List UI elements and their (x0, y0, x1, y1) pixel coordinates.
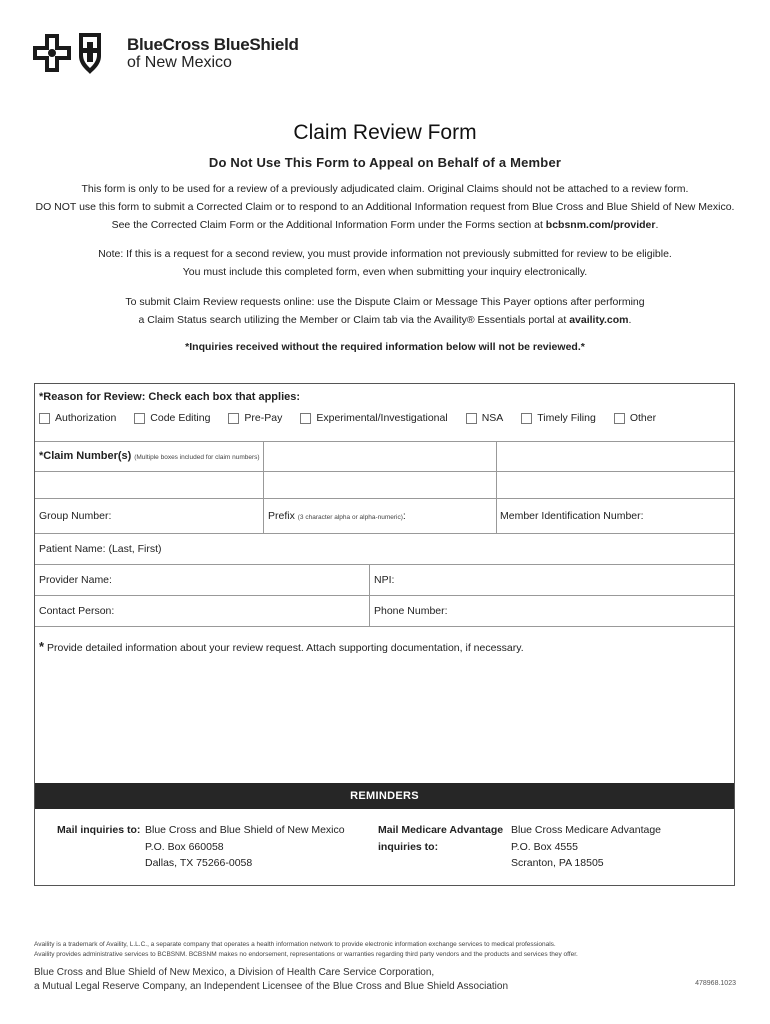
claim-numbers-row-2 (35, 472, 734, 499)
claim-numbers-label-cell (39, 450, 260, 462)
reason-option-code-editing[interactable] (134, 412, 210, 424)
logo-region: of New Mexico (127, 53, 232, 71)
medicare-label-line: inquiries to: (378, 840, 439, 853)
reason-option-nsa[interactable] (466, 412, 504, 424)
mail-address-line: Blue Cross and Blue Shield of New Mexico (145, 824, 345, 836)
provider-name-label: Provider Name: (39, 574, 112, 586)
reason-label: Pre-Pay (244, 412, 283, 424)
reason-options (39, 412, 674, 424)
online-line-2 (0, 311, 770, 329)
claim-number-field-2[interactable] (497, 442, 734, 471)
checkbox[interactable] (39, 413, 50, 424)
checkbox[interactable] (134, 413, 145, 424)
checkbox[interactable] (614, 413, 625, 424)
reason-label: Other (629, 412, 657, 424)
member-id-label: Member Identification Number: (500, 510, 644, 522)
checkbox[interactable] (521, 413, 532, 424)
page-title: Claim Review Form (293, 121, 477, 144)
details-instructions: Provide detailed information about your review request. Attach supporting documentation, if necessary. (46, 642, 524, 654)
reason-label: Timely Filing (537, 412, 596, 424)
medicare-inquiries-label (378, 822, 503, 855)
reason-option-authorization[interactable] (39, 412, 116, 424)
claim-number-field-5[interactable] (497, 472, 734, 498)
claim-review-form (34, 383, 735, 886)
npi-label: NPI: (374, 574, 395, 586)
required-info-warning: *Inquiries received without the required information below will not be reviewed.* (185, 341, 585, 353)
mail-inquiries-label: Mail inquiries to: (57, 824, 141, 836)
note-line-2: You must include this completed form, even when submitting your inquiry electronically. (182, 266, 588, 278)
mail-address (145, 822, 345, 872)
online-line-2-end: . (628, 314, 632, 326)
group-prefix-member-row (35, 499, 734, 534)
reason-label: Code Editing (150, 412, 211, 424)
checkbox[interactable] (228, 413, 239, 424)
prefix-label-cell (268, 510, 406, 522)
claim-number-field-1[interactable] (264, 442, 496, 471)
medicare-address (511, 822, 661, 872)
intro-line-1: This form is only to be used for a review of a previously adjudicated claim. Original Claims should not be attached to a review form. (81, 183, 689, 195)
mail-address-line: Dallas, TX 75266-0058 (145, 857, 253, 869)
medicare-address-line: P.O. Box 4555 (511, 840, 578, 853)
cross-shield-icon (33, 30, 119, 76)
footer-line-1: Blue Cross and Blue Shield of New Mexico, a Division of Health Care Service Corporation, (34, 967, 435, 978)
divider (263, 499, 264, 533)
online-line-2-text: a Claim Status search utilizing the Member or Claim tab via the Availity® Essentials portal at (138, 314, 570, 326)
divider (369, 596, 370, 626)
online-line-1: To submit Claim Review requests online: use the Dispute Claim or Message This Payer options after performing (125, 296, 645, 308)
intro-line-3-text: See the Corrected Claim Form or the Additional Information Form under the Forms section at (111, 219, 546, 231)
reason-option-other[interactable] (614, 412, 656, 424)
legal-footer (34, 966, 508, 994)
prefix-colon: : (402, 510, 406, 522)
reason-label: NSA (481, 412, 504, 424)
reason-row (35, 384, 734, 442)
phone-number-label: Phone Number: (374, 605, 448, 617)
reason-label: Experimental/Investigational (316, 412, 448, 424)
provider-npi-row (35, 565, 734, 596)
reason-option-pre-pay[interactable] (228, 412, 282, 424)
claim-numbers-row-1 (35, 442, 734, 472)
details-textarea[interactable] (35, 627, 734, 783)
claim-number-field-4[interactable] (264, 472, 496, 498)
patient-name-label: Patient Name: (Last, First) (39, 543, 162, 555)
page-subtitle: Do Not Use This Form to Appeal on Behalf of a Member (208, 155, 562, 170)
intro-line-3-end: . (655, 219, 659, 231)
online-paragraph (0, 293, 770, 329)
mail-address-line: P.O. Box 660058 (145, 840, 224, 853)
claim-number-field-3[interactable] (35, 472, 263, 498)
provider-link[interactable]: bcbsnm.com/provider (545, 219, 656, 231)
reminders-heading: REMINDERS (35, 783, 734, 809)
medicare-address-line: Scranton, PA 18505 (511, 857, 604, 869)
note-line-1: Note: If this is a request for a second review, you must provide information not previously submitted for review to be eligible. (98, 248, 672, 260)
prefix-note: (3 character alpha or alpha-numeric) (297, 514, 403, 521)
divider (369, 565, 370, 595)
checkbox[interactable] (300, 413, 311, 424)
details-label (39, 639, 524, 654)
reason-option-experimental[interactable] (300, 412, 447, 424)
reason-option-timely-filing[interactable] (521, 412, 596, 424)
disclaimer-line-1: Availity is a trademark of Availity, L.L.C., a separate company that operates a health information network to provide electronic information exchange services to medical professionals. (34, 941, 556, 948)
reason-title: *Reason for Review: Check each box that applies: (39, 391, 301, 403)
patient-name-row[interactable] (35, 534, 734, 565)
claim-numbers-note: (Multiple boxes included for claim numbers) (134, 454, 260, 461)
contact-phone-row (35, 596, 734, 627)
intro-line-3 (0, 216, 770, 234)
form-code: 478968.1023 (695, 980, 736, 987)
reason-label: Authorization (55, 412, 117, 424)
logo-brand-name: BlueCross BlueShield (127, 34, 299, 54)
disclaimer-line-2: Availity provides administrative services to BCBSNM. BCBSNM makes no endorsement, representations or warranties regarding third party vendors and the products and services they offer. (34, 951, 578, 958)
medicare-label-line: Mail Medicare Advantage (378, 824, 504, 836)
intro-line-2: DO NOT use this form to submit a Corrected Claim or to respond to an Additional Information request from Blue Cross and Blue Shield of New Mexico. (35, 201, 735, 213)
checkbox[interactable] (466, 413, 477, 424)
note-paragraph (0, 245, 770, 281)
divider (496, 499, 497, 533)
footer-line-2: a Mutual Legal Reserve Company, an Independent Licensee of the Blue Cross and Blue Shield Association (34, 981, 509, 992)
intro-paragraph (0, 180, 770, 234)
details-asterisk: * (39, 639, 45, 654)
prefix-label: Prefix (268, 510, 295, 522)
medicare-address-line: Blue Cross Medicare Advantage (511, 824, 661, 836)
group-number-label: Group Number: (39, 510, 112, 522)
bcbs-logo (33, 30, 299, 76)
availity-link[interactable]: availity.com (569, 314, 629, 326)
contact-person-label: Contact Person: (39, 605, 115, 617)
availity-disclaimer (34, 940, 578, 960)
claim-numbers-label: *Claim Number(s) (39, 450, 132, 462)
